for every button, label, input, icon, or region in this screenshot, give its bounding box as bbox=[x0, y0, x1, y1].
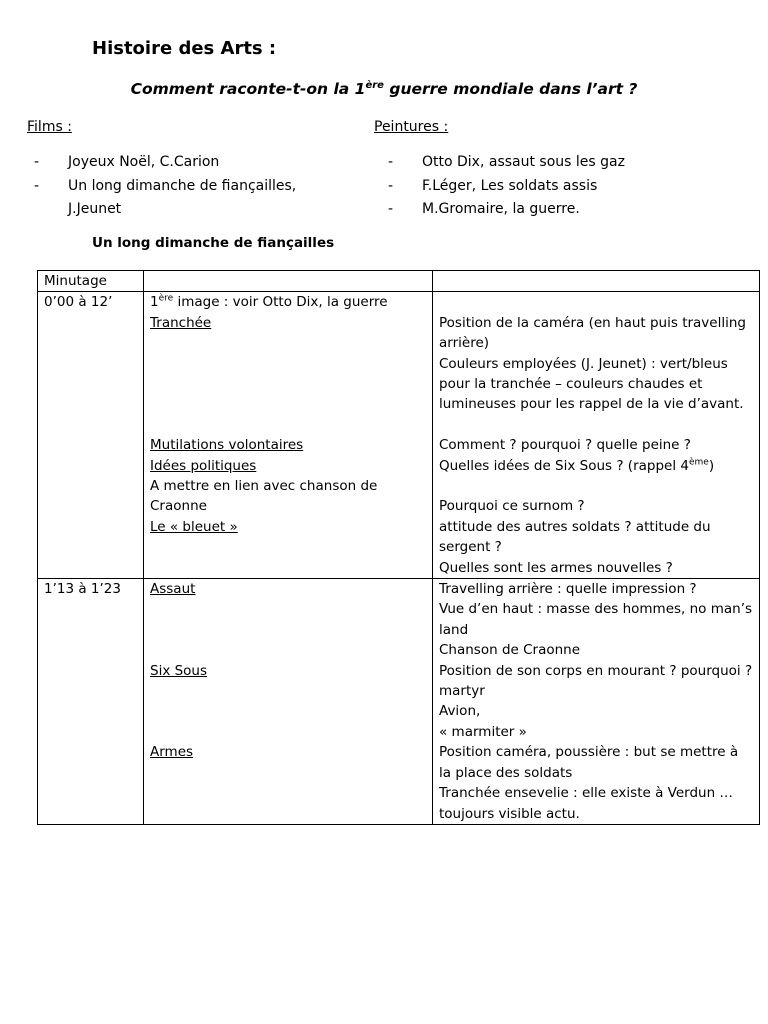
table-header-row bbox=[38, 271, 760, 292]
note-quelles-idees-end: ) bbox=[708, 457, 715, 474]
films-heading: Films : bbox=[27, 119, 72, 135]
header-cell-minutage: Minutage bbox=[38, 271, 144, 292]
list-item: - M.Gromaire, la guerre. bbox=[382, 198, 742, 222]
paintings-list bbox=[382, 151, 742, 222]
note-couleurs: Couleurs employées (J. Jeunet) : vert/bleus pour la tranchée – couleurs chaudes et lumineuses pour les rappel de la vie d’avant. bbox=[439, 355, 744, 413]
scene-tranchee: Tranchée bbox=[150, 314, 212, 331]
list-item: - F.Léger, Les soldats assis bbox=[382, 175, 742, 199]
table-row bbox=[38, 292, 760, 579]
note-position-corps: Position de son corps en mourant ? pourquoi ? martyr bbox=[439, 662, 753, 700]
header-cell-3 bbox=[433, 271, 760, 292]
scene-bleuet: Le « bleuet » bbox=[150, 518, 238, 535]
scene-six-sous: Six Sous bbox=[150, 662, 208, 679]
scene-idees-politiques: Idées politiques bbox=[150, 457, 257, 474]
film-analysis-table bbox=[37, 270, 760, 825]
subtitle-superscript: ère bbox=[365, 79, 384, 91]
first-image-superscript: ère bbox=[158, 293, 174, 304]
note-marmiter: « marmiter » bbox=[439, 723, 527, 740]
note-camera: Position de la caméra (en haut puis travelling arrière) bbox=[439, 314, 746, 352]
scene-cell bbox=[144, 579, 433, 825]
table-row bbox=[38, 579, 760, 825]
list-item: - Otto Dix, assaut sous les gaz bbox=[382, 151, 742, 175]
list-item: - Un long dimanche de fiançailles, J.Jeunet bbox=[28, 175, 328, 222]
time-cell: 0’00 à 12’ bbox=[38, 292, 144, 579]
note-quelles-idees-sup: ème bbox=[688, 457, 709, 468]
note-quelles-idees-text: Quelles idées de Six Sous ? (rappel 4 bbox=[439, 457, 689, 474]
scene-lien-craonne: A mettre en lien avec chanson de Craonne bbox=[150, 477, 378, 515]
note-attitude: attitude des autres soldats ? attitude du sergent ? bbox=[439, 518, 711, 556]
films-list bbox=[28, 151, 328, 222]
note-quelles-idees bbox=[439, 456, 753, 476]
subtitle-text-end: guerre mondiale dans l’art ? bbox=[383, 80, 638, 98]
note-ensevelie: Tranchée ensevelie : elle existe à Verdun … toujours visible actu. bbox=[439, 785, 733, 822]
first-image-number: 1 bbox=[150, 294, 159, 311]
header-cell-2 bbox=[144, 271, 433, 292]
note-chanson: Chanson de Craonne bbox=[439, 642, 581, 659]
page-title: Histoire des Arts : bbox=[92, 38, 277, 59]
note-armes-nouvelles: Quelles sont les armes nouvelles ? bbox=[439, 559, 673, 576]
note-position-camera: Position caméra, poussière : but se mettre à la place des soldats bbox=[439, 744, 739, 781]
time-cell: 1’13 à 1’23 bbox=[38, 579, 144, 825]
scene-assaut: Assaut bbox=[150, 581, 196, 598]
note-comment: Comment ? pourquoi ? quelle peine ? bbox=[439, 437, 691, 454]
subtitle-text-start: Comment raconte-t-on la 1 bbox=[130, 80, 366, 98]
paintings-heading: Peintures : bbox=[374, 119, 449, 135]
note-vue: Vue d’en haut : masse des hommes, no man’s land bbox=[439, 601, 753, 638]
first-image-line bbox=[150, 292, 426, 312]
first-image-text: image : voir Otto Dix, la guerre bbox=[173, 294, 388, 311]
scene-cell bbox=[144, 292, 433, 579]
notes-cell bbox=[433, 579, 760, 825]
scene-mutilations: Mutilations volontaires bbox=[150, 437, 304, 454]
note-travelling: Travelling arrière : quelle impression ? bbox=[439, 581, 697, 598]
scene-armes: Armes bbox=[150, 744, 194, 761]
note-avion: Avion, bbox=[439, 703, 481, 720]
note-surnom: Pourquoi ce surnom ? bbox=[439, 498, 585, 515]
section-title: Un long dimanche de fiançailles bbox=[92, 235, 335, 251]
list-item: - Joyeux Noël, C.Carion bbox=[28, 151, 328, 175]
page-subtitle bbox=[0, 80, 768, 98]
notes-cell bbox=[433, 292, 760, 579]
